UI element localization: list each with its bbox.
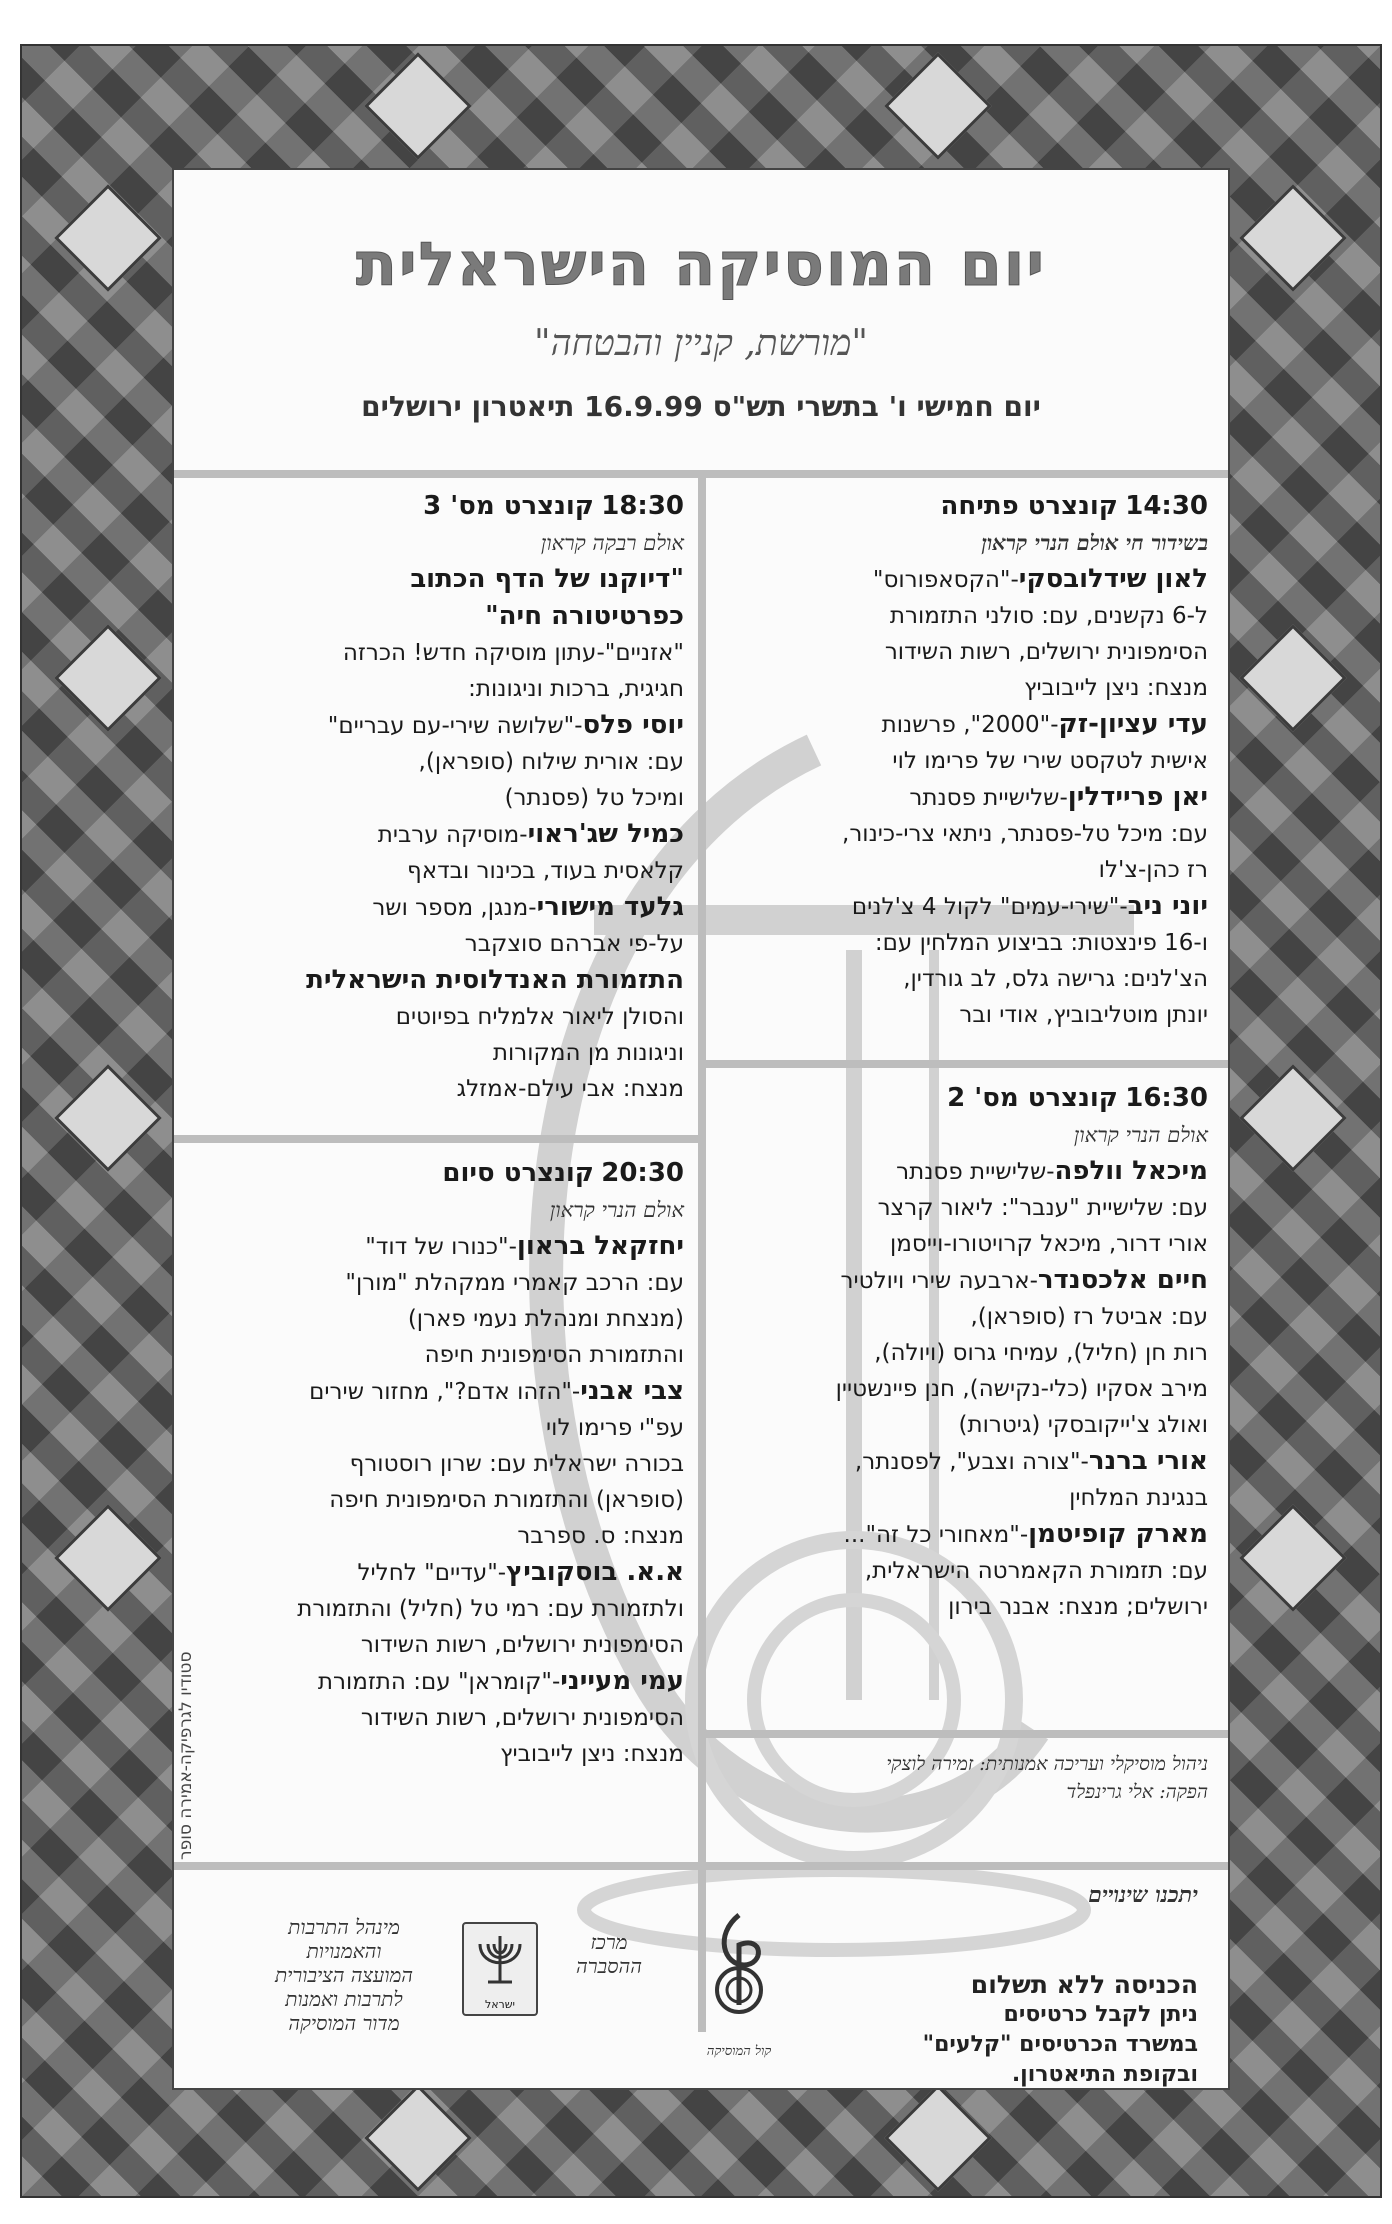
event-date-line: יום חמישי ו' בתשרי תש"ס 16.9.99 תיאטרון ירושלים [361,390,1041,423]
program-line [722,1371,1208,1407]
program-line [722,1589,1208,1625]
credits-divider [706,1730,1228,1738]
composer-name: מארק קופיטמן [1028,1519,1208,1549]
program-text: -שלישיית פסנתר [896,1159,1055,1185]
program-text: קלאסית בעוד, בכינור ובדאף [407,858,684,884]
program-text: אורי דרור, מיכאל קרויטורו-וייסמן [890,1231,1208,1257]
program-line [722,1153,1208,1190]
composer-name: א.א. בוסקוביץ [506,1557,684,1587]
program-line [194,1265,684,1301]
program-line [722,961,1208,997]
program-line [194,1518,684,1554]
program-text: עם: אביטל רז (סופראן), [970,1304,1208,1330]
program-text: -"2000", פרשנות [881,712,1059,738]
ministry-line: והאמנויות [306,1939,382,1963]
program-text: -מנגן, מספר ושר [372,895,537,921]
composer-name: עדי עציון-זק [1058,709,1208,739]
program-text: אישית לטקסט שירי של פרימו לוי [892,748,1208,774]
program-line [194,1410,684,1446]
column-divider [698,472,706,2032]
changes-note: יתכנו שינויים [1088,1882,1198,1908]
program-line [722,1299,1208,1335]
program-line [194,707,684,744]
program-text: עם: שלישיית "ענבר": ליאור קרצר [877,1195,1208,1221]
program-line [722,779,1208,816]
concert-program [722,561,1208,1033]
concert-2 [722,1080,1208,1625]
program-line [194,635,684,671]
program-line [722,852,1208,888]
program-line [194,598,684,635]
right-column-divider [706,1060,1228,1068]
concert-time: 20:30 [601,1158,684,1188]
concert-hall: אולם רבקה קראון [540,531,684,555]
kol-hamusika-logo [704,1905,774,2035]
program-text: עם: הרכב קאמרי ממקהלת "מורן" [345,1270,684,1296]
program-text: ומיכל טל (פסנתר) [504,785,684,811]
program-heading: כפרטיטורה חיה" [485,601,684,631]
composer-name: אורי ברנר [1088,1446,1208,1476]
composer-name: כמיל שג'ראוי [527,819,684,849]
hasbara-center [554,1930,664,1978]
concert-closing [194,1155,684,1772]
concert-hall: אולם הנרי קראון [549,1198,684,1222]
hasbara-line: ההסברה [576,1954,642,1978]
concert-hall: אולם הנרי קראון [1073,1123,1208,1147]
production-credit: הפקה: אלי גרינפלד [1066,1781,1208,1803]
poster-header [174,170,1228,470]
ministry-line: לתרבות ואמנות [285,1987,403,2011]
program-line [722,997,1208,1033]
program-line [722,634,1208,670]
design-studio-credit: סטודיו לגרפיקה-אמירה סופר [176,1651,196,1860]
program-text: מנצח: ניצן לייבוביץ [500,1741,684,1767]
concert-title: קונצרט מס' 2 [947,1083,1118,1113]
ministry-line: מדור המוסיקה [288,2011,400,2035]
program-line [194,1373,684,1410]
concert-program [722,1153,1208,1625]
program-line [722,1553,1208,1589]
program-line [722,925,1208,961]
program-text: רז כהן-צ'לו [1098,857,1208,883]
program-text: -"עדיים" לחליל [357,1560,507,1586]
concert-heading [194,488,684,525]
program-line [722,1262,1208,1299]
program-text: -"קומראן" עם: התזמורת [317,1669,561,1695]
tickets-info: ניתן לקבל כרטיסים [1003,2002,1198,2027]
program-text: חגיגית, ברכות וניגונות: [468,676,684,702]
program-line [722,706,1208,743]
program-line [194,1663,684,1700]
ministry-line: המועצה הציבורית [274,1963,414,1987]
composer-name: יוסי פלס [582,710,684,740]
program-text: הצ'לנים: גרישה גלס, לב גורדין, [903,966,1208,992]
program-line [194,1071,684,1107]
program-line [194,1301,684,1337]
program-text: -שלישיית פסנתר [909,785,1068,811]
program-text: עפ"י פרימו לוי [546,1415,684,1441]
program-heading: "דיוקנו של הדף הכתוב [410,564,684,594]
composer-name: לאון שידלובסקי [1018,564,1208,594]
program-text: ירושלים; מנצח: אבנר בירון [948,1594,1208,1620]
program-line [194,816,684,853]
program-line [194,1700,684,1736]
composer-name: מיכאל וולפה [1054,1156,1208,1186]
poster-subtitle: "מורשת, קניין והבטחה" [534,323,868,364]
entry-info [868,1970,1198,2090]
program-line [194,926,684,962]
program-line [194,744,684,780]
composer-name: גלעד מישורי [536,892,684,922]
program-line [722,1226,1208,1262]
program-text: יונתן מוטליבוביץ, אודי ובר [959,1002,1208,1028]
composer-name: יוני ניב [1127,891,1208,921]
program-text: מנצח: ניצן לייבוביץ [1024,675,1208,701]
concert-time: 14:30 [1125,491,1208,521]
program-line [194,962,684,999]
program-text: עם: תזמורת הקאמרטה הישראלית, [864,1558,1208,1584]
ministry-of-culture [244,1915,444,2035]
program-text: בנגינת המלחין [1069,1485,1208,1511]
program-text: והתזמורת הסימפונית חיפה [424,1342,684,1368]
ministry-line: מינהל התרבות [288,1915,400,1939]
program-text: הסימפונית ירושלים, רשות השידור [360,1632,684,1658]
concert-program [194,561,684,1107]
program-line [722,816,1208,852]
program-line [194,1736,684,1772]
program-line [722,561,1208,598]
emblem-caption: ישראל [484,1998,516,2011]
state-emblem [462,1922,538,2016]
program-text: וניגונות מן המקורות [492,1040,684,1066]
program-text: והסולן ליאור אלמליח בפיוטים [395,1004,684,1030]
composer-name: יאן פריידלין [1067,782,1208,812]
theatre-box-office: ובקופת התיאטרון. [1011,2062,1198,2087]
program-line [194,889,684,926]
tickets-office: במשרד הכרטיסים "קלעים" [922,2032,1198,2057]
program-line [194,671,684,707]
program-line [194,1554,684,1591]
program-line [194,1446,684,1482]
program-line [722,1190,1208,1226]
program-text: ל-6 נקשנים, עם: סולני התזמורת [889,603,1208,629]
program-line [194,561,684,598]
program-line [722,743,1208,779]
program-text: הסימפונית ירושלים, רשות השידור [884,639,1208,665]
program-line [722,888,1208,925]
program-text: עם: אורית שילוח (סופראן), [418,749,684,775]
composer-name: עמי מעייני [560,1666,684,1696]
program-text: "אזניים"-עתון מוסיקה חדש! הכרזה [342,640,684,666]
program-text: -"צורה וצבע", לפסנתר, [854,1449,1089,1475]
program-line [194,1337,684,1373]
program-text: מירב אסקיו (כלי-נקישה), חנן פיינשטיין [835,1376,1208,1402]
program-text: (מנצחת ומנהלת נעמי פארן) [407,1306,684,1332]
concert-program [194,1228,684,1772]
program-line [194,853,684,889]
program-text: הסימפונית ירושלים, רשות השידור [360,1705,684,1731]
composer-name: חיים אלכסנדר [1037,1265,1208,1295]
program-text: -"שלושה שירי-עם עבריים" [327,713,583,739]
program-text: -"שירי-עמים" לקול 4 צ'לנים [851,894,1128,920]
program-text: ואולג צ'ייקובסקי (גיטרות) [958,1412,1208,1438]
concert-title: קונצרט מס' 3 [423,491,594,521]
concert-title: קונצרט פתיחה [940,491,1118,521]
poster-title: יום המוסיקה הישראלית [355,230,1047,300]
concert-hall: בשידור חי אולם הנרי קראון [981,530,1208,555]
musical-director-credit: ניהול מוסיקלי ועריכה אמנותית: זמירה לוצקי [886,1753,1208,1775]
program-line [722,1407,1208,1443]
credits [722,1750,1208,1806]
program-text: ולתזמורת עם: רמי טל (חליל) והתזמורת [297,1596,684,1622]
program-line [194,1228,684,1265]
concert-heading [722,488,1208,525]
program-line [722,1443,1208,1480]
concert-3 [194,488,684,1107]
kol-hamusika-caption: קול המוסיקה [706,2044,772,2059]
program-text: -"כנורו של דוד" [365,1234,517,1260]
concert-opening [722,488,1208,1033]
footer-divider [174,1862,1228,1870]
program-text: ו-16 פינצטות: בביצוע המלחין עם: [874,930,1208,956]
concert-heading [722,1080,1208,1117]
program-line [194,1627,684,1663]
program-text: מנצח: ס. ספרבר [517,1523,684,1549]
program-text: בכורה ישראלית עם: שרון רוסטורף [349,1451,684,1477]
program-line [722,1335,1208,1371]
program-line [722,1480,1208,1516]
left-column-divider [174,1135,698,1143]
program-line [722,598,1208,634]
free-entry: הכניסה ללא תשלום [970,1970,1198,1999]
program-line [194,1591,684,1627]
hasbara-line: מרכז [590,1930,628,1954]
program-text: עם: מיכל טל-פסנתר, ניתאי צרי-כינור, [842,821,1208,847]
composer-name: יחזקאל בראון [516,1231,684,1261]
program-text: -"הקסאפורוס" [872,567,1019,593]
menorah-icon [464,1924,536,1994]
program-line [194,1482,684,1518]
concert-time: 18:30 [601,491,684,521]
program-line [194,999,684,1035]
concert-title: קונצרט סיום [442,1158,594,1188]
program-line [722,1516,1208,1553]
program-text: (סופראן) והתזמורת הסימפונית חיפה [329,1487,684,1513]
program-line [722,670,1208,706]
program-text: -ארבעה שירי ויולטיר [840,1268,1038,1294]
program-text: -מוסיקה ערבית [377,822,528,848]
composer-name: צבי אבני [580,1376,684,1406]
program-text: -"מאחורי כל זה"... [843,1522,1029,1548]
concert-time: 16:30 [1125,1083,1208,1113]
poster-panel [172,168,1230,2090]
program-line [194,780,684,816]
program-text: רות חן (חליל), עמיחי גרוס (ויולה), [874,1340,1208,1366]
program-text: -"הזהו אדם?", מחזור שירים [309,1379,581,1405]
program-text: מנצח: אבי עילם-אמזלג [456,1076,684,1102]
program-text: על-פי אברהם סוצקבר [464,931,684,957]
program-line [194,1035,684,1071]
concert-heading [194,1155,684,1192]
composer-name: התזמורת האנדלוסית הישראלית [306,965,684,995]
